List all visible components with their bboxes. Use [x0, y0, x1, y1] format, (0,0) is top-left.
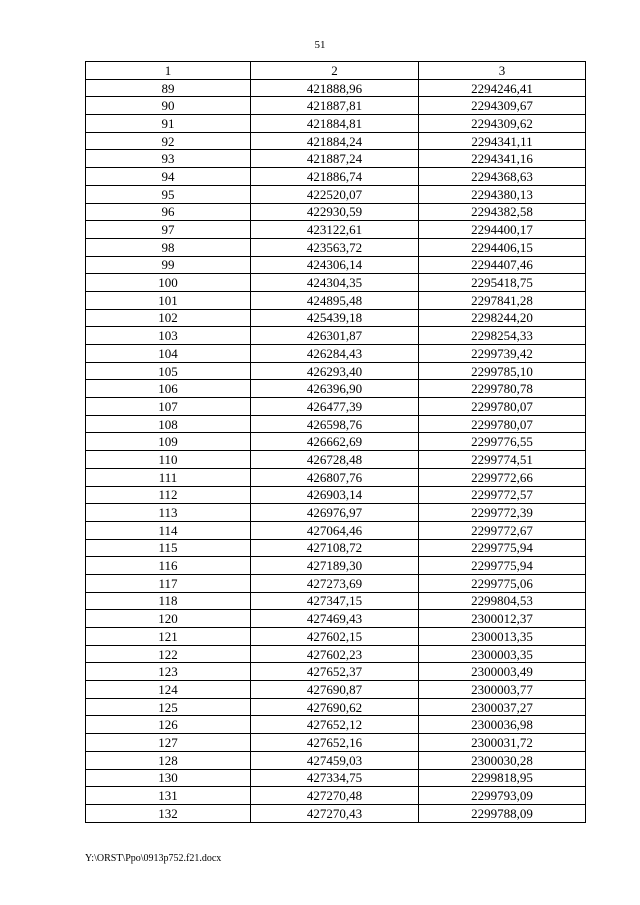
table-row [86, 628, 586, 646]
table-cell-col-3: 2299772,39 [419, 504, 586, 522]
table-cell-col-2: 423563,72 [251, 238, 419, 256]
table-cell-col-1: 118 [86, 592, 251, 610]
table-cell-col-2: 427652,37 [251, 663, 419, 681]
table-row [86, 681, 586, 699]
table-cell-col-2: 427652,16 [251, 734, 419, 752]
table-cell-col-3: 2294380,13 [419, 185, 586, 203]
table-cell-col-2: 424304,35 [251, 274, 419, 292]
table-cell-col-3: 2295418,75 [419, 274, 586, 292]
table-cell-col-3: 2299772,57 [419, 486, 586, 504]
table-cell-col-3: 2294382,58 [419, 203, 586, 221]
table-row [86, 327, 586, 345]
table-cell-col-3: 2299772,66 [419, 468, 586, 486]
table-cell-col-2: 424306,14 [251, 256, 419, 274]
table-cell-col-2: 421887,81 [251, 97, 419, 115]
table-row [86, 150, 586, 168]
table-cell-col-2: 427469,43 [251, 610, 419, 628]
table-cell-col-3: 2300037,27 [419, 698, 586, 716]
table-row [86, 504, 586, 522]
table-cell-col-2: 424895,48 [251, 291, 419, 309]
table-row [86, 468, 586, 486]
table-row [86, 345, 586, 363]
table-cell-col-3: 2300003,49 [419, 663, 586, 681]
table-cell-col-3: 2294341,16 [419, 150, 586, 168]
table-cell-col-3: 2294309,67 [419, 97, 586, 115]
table-row [86, 769, 586, 787]
table-cell-col-1: 121 [86, 628, 251, 646]
table-cell-col-1: 131 [86, 787, 251, 805]
table-cell-col-2: 427690,87 [251, 681, 419, 699]
table-row [86, 486, 586, 504]
table-cell-col-1: 103 [86, 327, 251, 345]
table-row [86, 557, 586, 575]
table-cell-col-3: 2298244,20 [419, 309, 586, 327]
table-cell-col-3: 2299788,09 [419, 804, 586, 822]
table-row [86, 451, 586, 469]
table-cell-col-2: 421884,24 [251, 132, 419, 150]
table-row [86, 168, 586, 186]
table-cell-col-1: 111 [86, 468, 251, 486]
table-cell-col-3: 2294341,11 [419, 132, 586, 150]
table-row [86, 663, 586, 681]
table-cell-col-1: 109 [86, 433, 251, 451]
table-cell-col-2: 427108,72 [251, 539, 419, 557]
table-cell-col-1: 99 [86, 256, 251, 274]
table-cell-col-3: 2299772,67 [419, 521, 586, 539]
table-cell-col-1: 105 [86, 362, 251, 380]
table-cell-col-3: 2300003,35 [419, 645, 586, 663]
table-cell-col-2: 423122,61 [251, 221, 419, 239]
table-cell-col-1: 92 [86, 132, 251, 150]
table-cell-col-1: 90 [86, 97, 251, 115]
table-cell-col-2: 426728,48 [251, 451, 419, 469]
table-row [86, 804, 586, 822]
table-cell-col-2: 421888,96 [251, 79, 419, 97]
table-row [86, 185, 586, 203]
table-cell-col-1: 123 [86, 663, 251, 681]
table-cell-col-1: 128 [86, 751, 251, 769]
table-cell-col-2: 427602,15 [251, 628, 419, 646]
table-cell-col-3: 2300031,72 [419, 734, 586, 752]
table-cell-col-3: 2299804,53 [419, 592, 586, 610]
table-cell-col-2: 426807,76 [251, 468, 419, 486]
table-row [86, 238, 586, 256]
table-cell-col-1: 101 [86, 291, 251, 309]
table-cell-col-2: 425439,18 [251, 309, 419, 327]
table-row [86, 716, 586, 734]
table-cell-col-3: 2299774,51 [419, 451, 586, 469]
table-cell-col-1: 113 [86, 504, 251, 522]
table-row [86, 415, 586, 433]
table-body [86, 79, 586, 822]
table-cell-col-1: 107 [86, 398, 251, 416]
table-cell-col-1: 114 [86, 521, 251, 539]
table-row [86, 645, 586, 663]
table-cell-col-1: 130 [86, 769, 251, 787]
table-cell-col-1: 116 [86, 557, 251, 575]
table-cell-col-3: 2299793,09 [419, 787, 586, 805]
table-cell-col-1: 96 [86, 203, 251, 221]
table-row [86, 362, 586, 380]
table-cell-col-1: 97 [86, 221, 251, 239]
table-row [86, 698, 586, 716]
table-row [86, 291, 586, 309]
table-cell-col-3: 2294368,63 [419, 168, 586, 186]
table-cell-col-1: 94 [86, 168, 251, 186]
table-cell-col-1: 102 [86, 309, 251, 327]
table-cell-col-1: 115 [86, 539, 251, 557]
table-row [86, 309, 586, 327]
table-row [86, 610, 586, 628]
table-cell-col-3: 2294400,17 [419, 221, 586, 239]
table-cell-col-2: 426903,14 [251, 486, 419, 504]
table-cell-col-1: 89 [86, 79, 251, 97]
table-cell-col-1: 98 [86, 238, 251, 256]
table-row [86, 539, 586, 557]
table-cell-col-2: 427459,03 [251, 751, 419, 769]
table-cell-col-3: 2294406,15 [419, 238, 586, 256]
table-cell-col-3: 2299739,42 [419, 345, 586, 363]
table-cell-col-3: 2299775,94 [419, 557, 586, 575]
table-cell-col-2: 426477,39 [251, 398, 419, 416]
table-cell-col-2: 422930,59 [251, 203, 419, 221]
file-path-footer: Y:\ORST\Ppo\0913p752.f21.docx [85, 853, 222, 864]
table-cell-col-2: 421886,74 [251, 168, 419, 186]
table-row [86, 79, 586, 97]
table-cell-col-3: 2299785,10 [419, 362, 586, 380]
table-cell-col-2: 422520,07 [251, 185, 419, 203]
table-cell-col-3: 2299780,78 [419, 380, 586, 398]
table-cell-col-1: 106 [86, 380, 251, 398]
column-header-3: 3 [419, 62, 586, 80]
table-cell-col-3: 2300013,35 [419, 628, 586, 646]
table-row [86, 203, 586, 221]
table-cell-col-3: 2299780,07 [419, 415, 586, 433]
table-cell-col-3: 2299780,07 [419, 398, 586, 416]
table-cell-col-1: 117 [86, 574, 251, 592]
table-row [86, 592, 586, 610]
table-cell-col-2: 427347,15 [251, 592, 419, 610]
table-cell-col-2: 426396,90 [251, 380, 419, 398]
table-cell-col-1: 125 [86, 698, 251, 716]
table-cell-col-3: 2299775,94 [419, 539, 586, 557]
table-cell-col-2: 427189,30 [251, 557, 419, 575]
coordinates-table [85, 61, 586, 823]
table-cell-col-2: 421884,81 [251, 115, 419, 133]
table-row [86, 433, 586, 451]
table-cell-col-2: 426301,87 [251, 327, 419, 345]
table-cell-col-3: 2297841,28 [419, 291, 586, 309]
table-row [86, 574, 586, 592]
table-cell-col-2: 427273,69 [251, 574, 419, 592]
table-cell-col-1: 95 [86, 185, 251, 203]
table-cell-col-1: 108 [86, 415, 251, 433]
table-cell-col-1: 126 [86, 716, 251, 734]
table-row [86, 751, 586, 769]
table-row [86, 132, 586, 150]
table-cell-col-1: 93 [86, 150, 251, 168]
table-row [86, 256, 586, 274]
table-cell-col-3: 2294246,41 [419, 79, 586, 97]
table-cell-col-2: 427270,48 [251, 787, 419, 805]
table-cell-col-1: 120 [86, 610, 251, 628]
table-cell-col-3: 2299818,95 [419, 769, 586, 787]
table-cell-col-3: 2300030,28 [419, 751, 586, 769]
table-cell-col-3: 2299775,06 [419, 574, 586, 592]
table-cell-col-2: 427690,62 [251, 698, 419, 716]
table-cell-col-1: 110 [86, 451, 251, 469]
table-row [86, 380, 586, 398]
table-cell-col-1: 122 [86, 645, 251, 663]
table-cell-col-2: 427270,43 [251, 804, 419, 822]
table-cell-col-3: 2299776,55 [419, 433, 586, 451]
table-cell-col-2: 426284,43 [251, 345, 419, 363]
table-cell-col-3: 2300003,77 [419, 681, 586, 699]
table-cell-col-2: 427602,23 [251, 645, 419, 663]
table-cell-col-2: 427652,12 [251, 716, 419, 734]
table-row [86, 274, 586, 292]
table-cell-col-3: 2298254,33 [419, 327, 586, 345]
table-row [86, 97, 586, 115]
table-cell-col-2: 426293,40 [251, 362, 419, 380]
table-row [86, 398, 586, 416]
page-number: 51 [314, 39, 326, 51]
table-cell-col-1: 91 [86, 115, 251, 133]
table-cell-col-2: 426976,97 [251, 504, 419, 522]
table-cell-col-1: 112 [86, 486, 251, 504]
table-cell-col-1: 100 [86, 274, 251, 292]
table-row [86, 787, 586, 805]
table-cell-col-1: 104 [86, 345, 251, 363]
table-cell-col-3: 2300012,37 [419, 610, 586, 628]
table-header-row [86, 62, 586, 80]
table-row [86, 221, 586, 239]
table-cell-col-2: 427334,75 [251, 769, 419, 787]
column-header-2: 2 [251, 62, 419, 80]
table-row [86, 734, 586, 752]
table-cell-col-2: 426598,76 [251, 415, 419, 433]
table-cell-col-2: 426662,69 [251, 433, 419, 451]
column-header-1: 1 [86, 62, 251, 80]
table-row [86, 115, 586, 133]
table-cell-col-1: 127 [86, 734, 251, 752]
table-cell-col-3: 2294309,62 [419, 115, 586, 133]
table-cell-col-3: 2294407,46 [419, 256, 586, 274]
table-cell-col-2: 427064,46 [251, 521, 419, 539]
table-cell-col-1: 132 [86, 804, 251, 822]
table-row [86, 521, 586, 539]
table-cell-col-1: 124 [86, 681, 251, 699]
table-cell-col-2: 421887,24 [251, 150, 419, 168]
table-cell-col-3: 2300036,98 [419, 716, 586, 734]
